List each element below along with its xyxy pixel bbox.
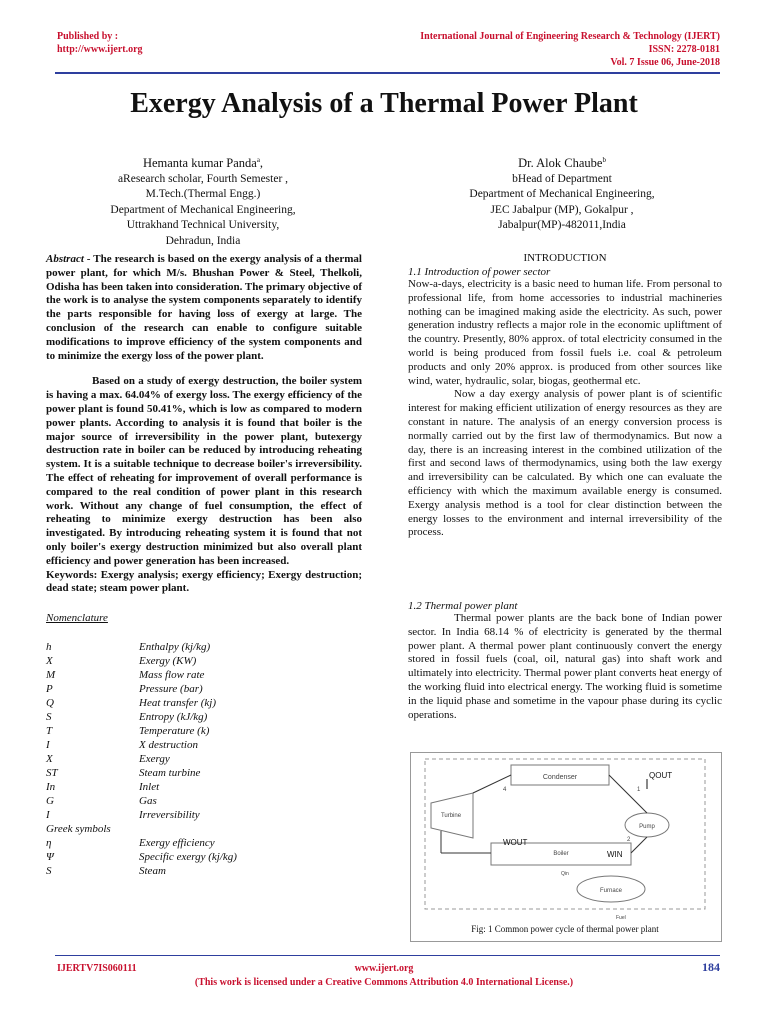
power-cycle-figure <box>410 752 722 942</box>
affiliation-line: Dehradun, India <box>165 234 241 247</box>
nomenclature-title: Nomenclature <box>46 612 108 624</box>
nomenclature-description: Enthalpy (kj/kg) <box>139 641 211 653</box>
nomenclature-row <box>46 654 362 668</box>
introduction-heading: INTRODUCTION <box>523 252 607 264</box>
footer-rule <box>55 955 720 956</box>
nomenclature-symbol: ST <box>46 767 58 779</box>
affiliation-line: JEC Jabalpur (MP), Gokalpur , <box>490 203 634 216</box>
nomenclature-row <box>46 710 362 724</box>
nomenclature-row <box>46 738 362 752</box>
abstract <box>46 253 362 596</box>
nomenclature-description: Steam <box>139 865 166 877</box>
condenser-label: Condenser <box>542 774 578 781</box>
nomenclature-symbol: Greek symbols <box>46 823 111 835</box>
nomenclature-symbol: P <box>46 683 53 695</box>
nomenclature-symbol: In <box>46 781 56 793</box>
nomenclature-description: Irreversibility <box>139 809 200 821</box>
nomenclature-description: Exergy (KW) <box>139 655 197 667</box>
nomenclature-symbol: I <box>46 809 50 821</box>
affiliation-line: Jabalpur(MP)-482011,India <box>498 219 626 232</box>
nomenclature-row <box>46 864 362 878</box>
page-number: 184 <box>702 960 720 974</box>
nomenclature-symbol: I <box>46 739 50 751</box>
nomenclature-row <box>46 780 362 794</box>
license-text: (This work is licensed under a Creative Commons Attribution 4.0 International License.) <box>194 977 574 988</box>
nomenclature-row <box>46 640 362 654</box>
state-1-label: 1 <box>637 787 641 793</box>
header-left <box>57 30 143 56</box>
fuel-label: Fuel <box>616 915 626 921</box>
condenser-to-pump-line <box>609 775 647 813</box>
nomenclature-row <box>46 808 362 822</box>
journal-url-link[interactable]: http://www.ijert.org <box>57 44 143 55</box>
nomenclature-symbol: S <box>46 865 52 877</box>
qin-label: Qin <box>561 871 569 877</box>
affiliation-line: bHead of Department <box>512 172 612 185</box>
affiliation-line: Uttrakhand Technical University, <box>126 219 280 232</box>
nomenclature-description: Gas <box>139 795 157 807</box>
author-block-1: Hemanta kumar Panda$^a$, aResearch scholar, Fourth Semester , M.Tech.(Thermal Engg.) Department of Mechanical Engineering, Uttrakhand Technical University, Dehradun, India <box>62 153 344 249</box>
abstract-p1: The research is based on the exergy analysis of a thermal power plant, for which M/s. Bhushan Power & Steel, Thelkoli, Odisha has been taken into consideration. The primary objective of the work is to analyse the system components separately to identify the parts responsible for having loss of exergy at large. The conclusion of the research can enable to configure suitable modifications to improve efficiency of the system components and to minimize the exergy loss of the power plant. <box>46 253 362 362</box>
nomenclature-symbol: Q <box>46 697 54 709</box>
affiliation-line: aResearch scholar, Fourth Semester , <box>117 172 289 185</box>
furnace-label: Furnace <box>599 888 623 894</box>
nomenclature-symbol: T <box>46 725 53 737</box>
nomenclature-row <box>46 724 362 738</box>
nomenclature-description: Pressure (bar) <box>139 683 203 695</box>
intro-section <box>408 266 722 540</box>
nomenclature-description: Steam turbine <box>139 767 201 779</box>
author-block-2: Dr. Alok Chaube$^b$ bHead of Department Department of Mechanical Engineering, JEC Jabalpur (MP), Gokalpur , Jabalpur(MP)-482011,India <box>412 153 712 234</box>
nomenclature-description: Mass flow rate <box>139 669 205 681</box>
pump-label: Pump <box>639 824 655 830</box>
nomenclature-row <box>46 822 362 836</box>
nomenclature-symbol: M <box>46 669 56 681</box>
footer-url-link[interactable]: www.ijert.org <box>354 963 414 974</box>
paper-id: IJERTV7IS060111 <box>57 963 137 974</box>
abstract-label: Abstract - <box>46 253 91 265</box>
intro-p2: Now a day exergy analysis of power plant is of scientific interest for making efficient utilization of energy resources as they are constant in nature. The analysis of an energy conversion process is normally carried out by the first law of thermodynamics. But now a day, there is an increasing interest in the combined utilization of the first and second laws of thermodynamics, using both the law exergy and irreversibility can be calculated. By which one can evaluate the efficiency with which the maximum available energy is consumed. Exergy analysis method is a tool for clear distinction between the energy losses to the environment and internal irreversibility of the process. <box>408 388 722 539</box>
nomenclature-symbol: S <box>46 711 52 723</box>
win-label: WIN <box>607 850 623 859</box>
figure-caption: Fig: 1 Common power cycle of thermal power plant <box>471 924 659 934</box>
thermal-p1: Thermal power plants are the back bone of Indian power sector. In India 68.14 % of electricity is generated by the thermal power plant. A thermal power plant continuously convert the energy stored in fossil fuels (coal, oil, natural gas) into shaft work and ultimately into electricity. Thermal power plant converts heat energy of the working fluid into electrical energy. The working fluid is sometime in the liquid phase and sometime in the vapour phase during its cyclic operations. <box>408 612 722 721</box>
nomenclature <box>46 612 362 878</box>
state-4-label: 4 <box>503 787 507 793</box>
nomenclature-description: Specific exergy (kj/kg) <box>139 851 237 863</box>
thermal-section <box>408 600 722 722</box>
nomenclature-symbol: Ψ <box>46 851 54 863</box>
subsection-1-1: 1.1 Introduction of power sector <box>408 266 551 278</box>
paper-title: Exergy Analysis of a Thermal Power Plant <box>130 88 638 119</box>
power-cycle-diagram <box>411 753 721 923</box>
wout-label: WOUT <box>503 838 528 847</box>
state-2-label: 2 <box>627 837 631 843</box>
turbine-label: Turbine <box>440 813 462 819</box>
nomenclature-description: Exergy <box>139 753 170 765</box>
affiliation-line: M.Tech.(Thermal Engg.) <box>145 188 261 201</box>
issn: ISSN: 2278-0181 <box>648 44 720 55</box>
nomenclature-row <box>46 850 362 864</box>
nomenclature-symbol: η <box>46 837 52 849</box>
header-right <box>420 30 720 69</box>
boiler-label: Boiler <box>553 851 569 857</box>
author-name: Dr. Alok Chaube <box>518 156 603 171</box>
journal-name: International Journal of Engineering Research & Technology (IJERT) <box>420 31 720 42</box>
keywords: Keywords: Exergy analysis; exergy efficiency; Exergy destruction; dead state; steam power plant. <box>46 568 362 595</box>
qout-label: QOUT <box>649 771 673 780</box>
volume-issue: Vol. 7 Issue 06, June-2018 <box>610 57 720 68</box>
nomenclature-row <box>46 696 362 710</box>
nomenclature-description: Exergy efficiency <box>139 837 215 849</box>
nomenclature-row <box>46 668 362 682</box>
nomenclature-row <box>46 794 362 808</box>
subsection-1-2: 1.2 Thermal power plant <box>408 600 518 612</box>
nomenclature-description: Heat transfer (kj) <box>139 697 216 709</box>
affiliation-line: Department of Mechanical Engineering, <box>110 203 296 216</box>
intro-p1: Now-a-days, electricity is a basic need to human life. From personal to professional life, from home accessories to industrial machineries nothing can be imagined making aside the electricity. As such, power generation industry reflects a major role in the economic upliftment of the country. Presently, 80% approx. of total electricity consumed in the world is being produced from fossil fuels i.e. coal & petroleum products and only 20% approx. is produced from other sources like wind, water, hydraulic, solar, biogas, geothermal etc. <box>408 278 722 387</box>
nomenclature-symbol: G <box>46 795 54 807</box>
nomenclature-description: Entropy (kJ/kg) <box>139 711 208 723</box>
nomenclature-row <box>46 752 362 766</box>
nomenclature-row <box>46 836 362 850</box>
nomenclature-row <box>46 766 362 780</box>
pump-to-boiler-line <box>631 837 647 853</box>
affiliation-line: Department of Mechanical Engineering, <box>469 188 655 201</box>
nomenclature-row <box>46 682 362 696</box>
nomenclature-description: X destruction <box>139 739 198 751</box>
published-by: Published by : <box>57 31 119 42</box>
nomenclature-symbol: h <box>46 641 52 653</box>
abstract-p2: Based on a study of exergy destruction, the boiler system is having a max. 64.04% of exergy loss. The exergy efficiency of the power plant is found 50.41%, which is low as compared to modern power plants. According to analysis it is found that boiler is the major source of irreversibility in the power plant, butexergy destruction rate in boiler can be reduced by introducing reheating system. It is a suitable technique to decrease boiler's irreversibility. The effect of reheating for improvement of overall performance is compared to the real condition of power plant in this research work. Without any change of fuel consumption, the effect of reheating to minimize exergy destruction has been also investigated. By introducing reheating system it is found that not only boiler's exergy destruction minimized but also overall plant efficiency and power generation has been increased. <box>46 375 362 567</box>
nomenclature-description: Inlet <box>139 781 160 793</box>
nomenclature-description: Temperature (k) <box>139 725 210 737</box>
nomenclature-symbol: X <box>46 655 53 667</box>
header-rule <box>55 72 720 74</box>
author-name: Hemanta kumar Panda <box>142 156 257 171</box>
nomenclature-symbol: X <box>46 753 53 765</box>
